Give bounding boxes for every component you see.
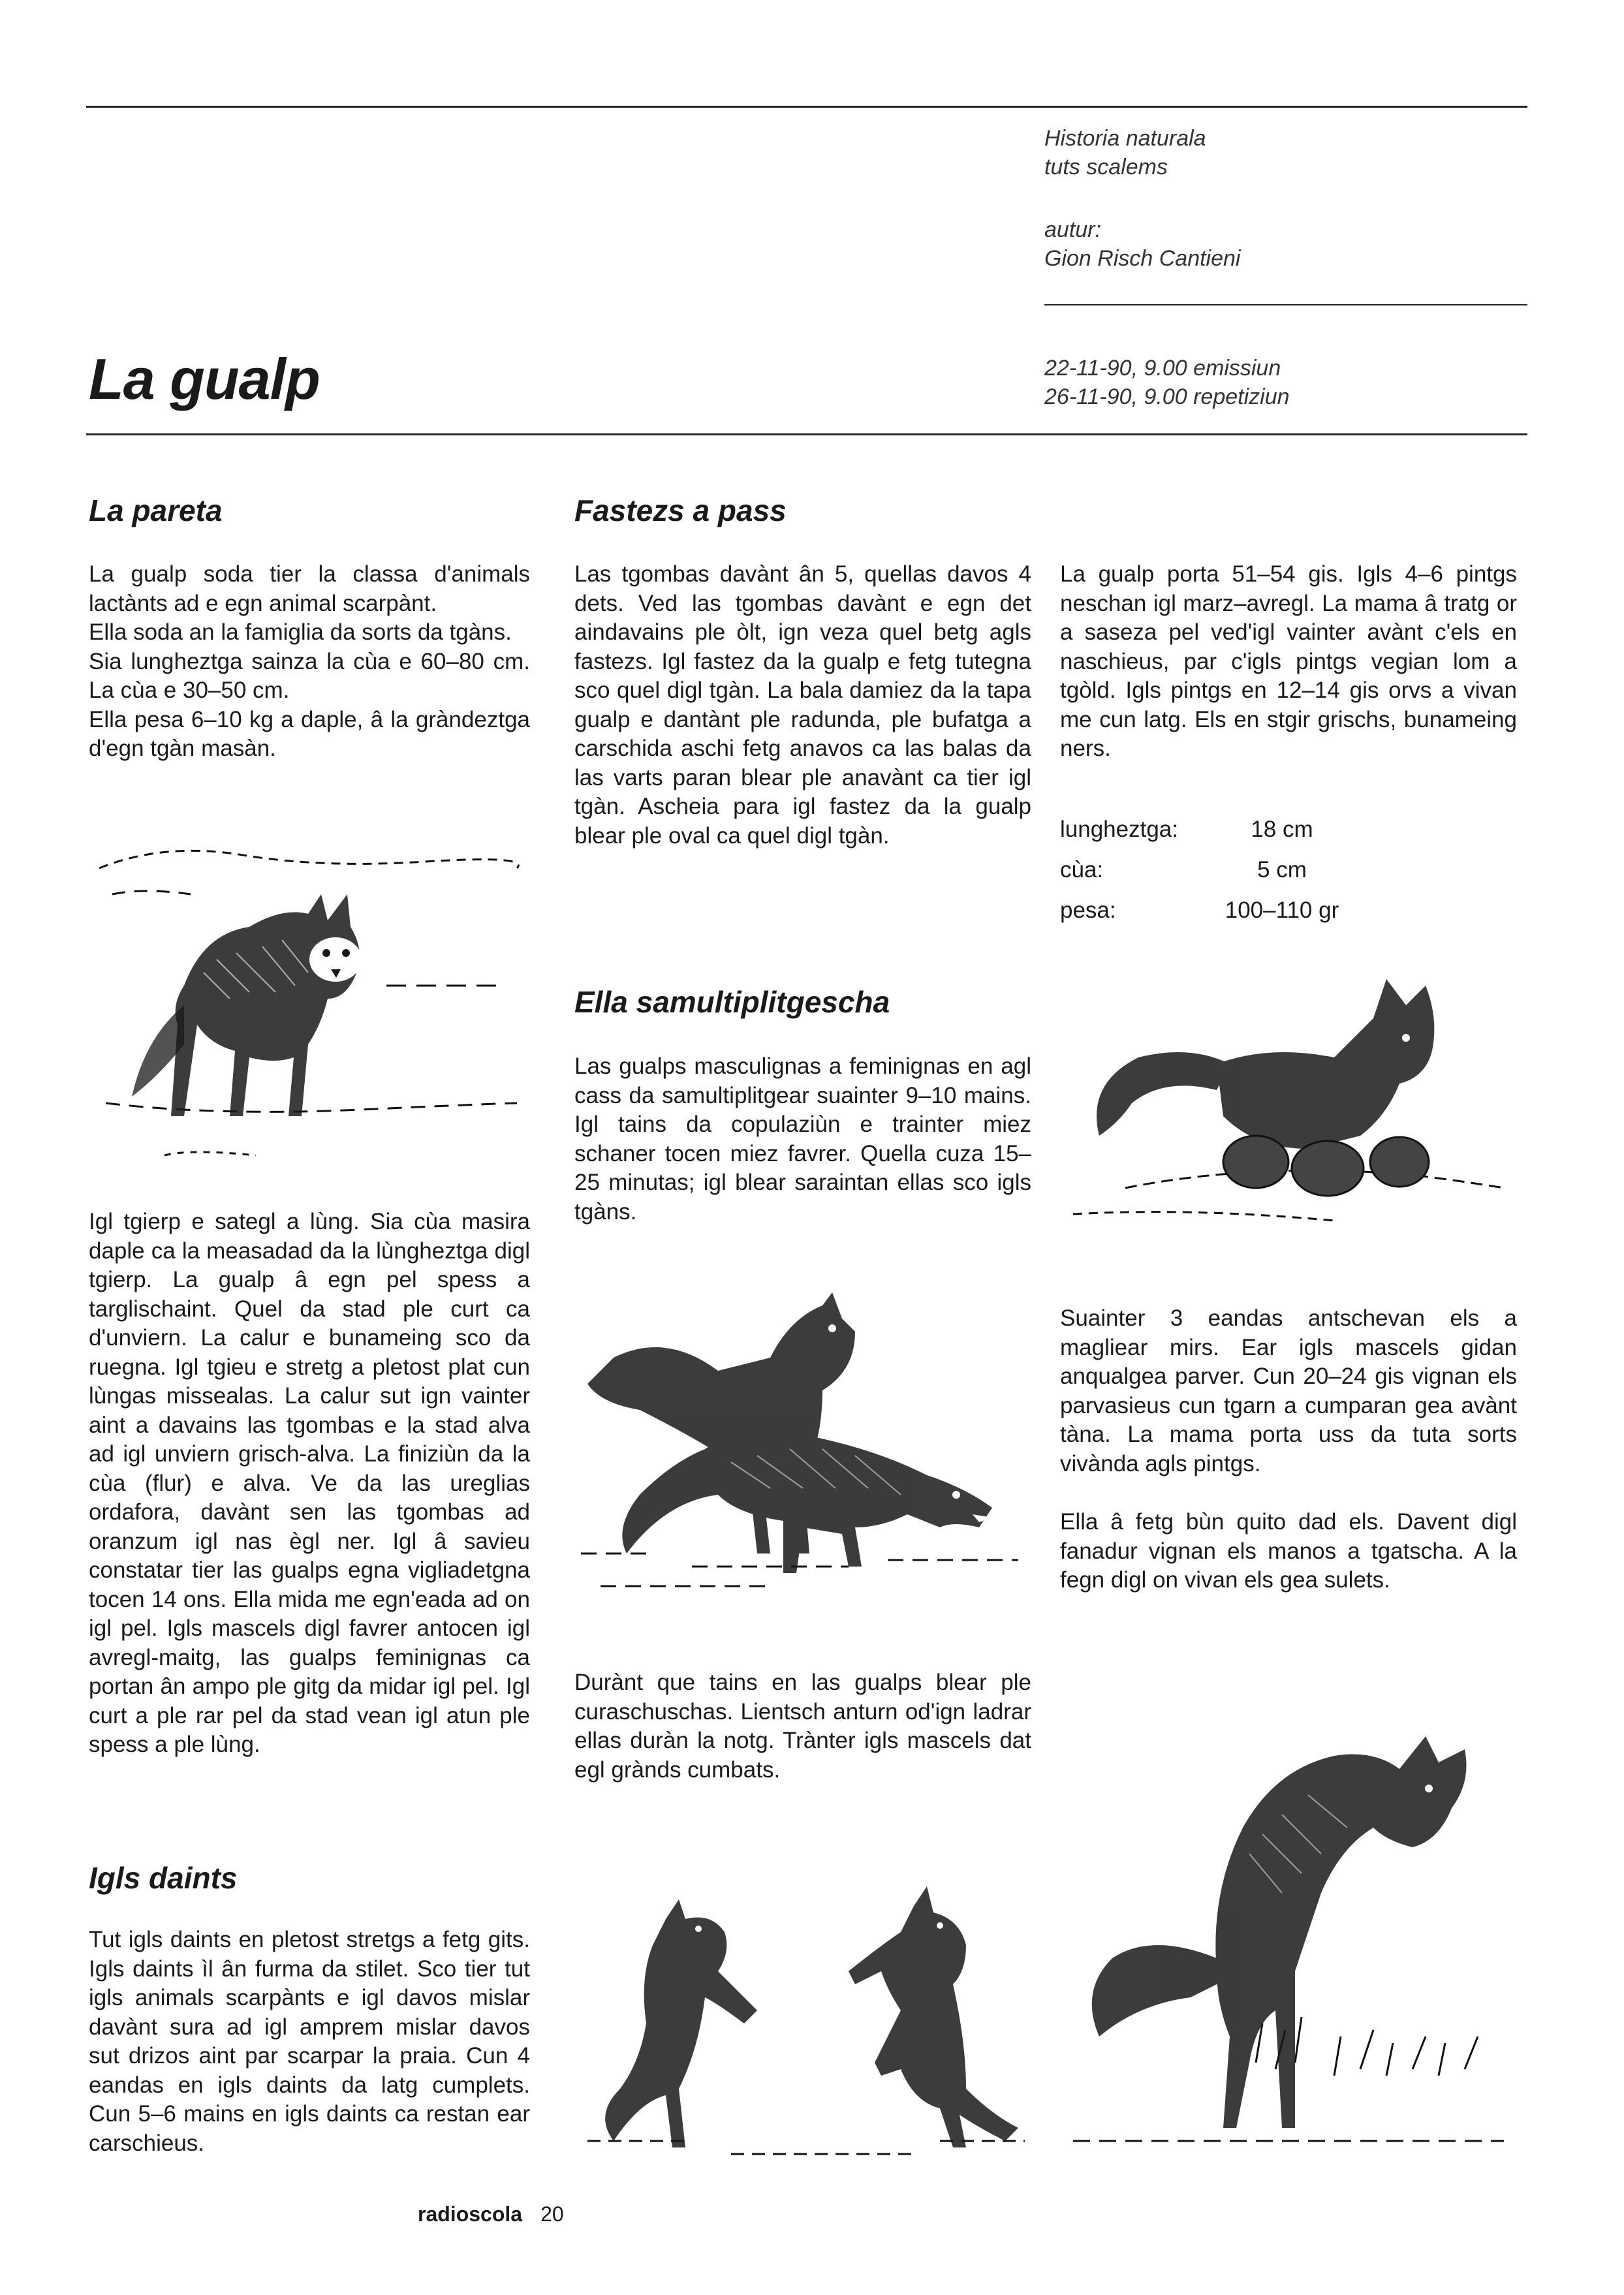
title-rule <box>86 433 1527 435</box>
series-line-1: Historia naturala <box>1044 126 1206 151</box>
fox-standing-illustration <box>86 829 530 1194</box>
heading-samultiplitgescha: Ella samultiplitgescha <box>574 985 890 1019</box>
pareta-intro <box>89 560 530 764</box>
meta-rule <box>1044 304 1527 305</box>
heading-pareta: La pareta <box>89 493 223 527</box>
author-block <box>1044 215 1501 273</box>
author-name: Gion Risch Cantieni <box>1044 246 1241 271</box>
publication-name: radioscola <box>418 2202 523 2226</box>
fox-with-cubs-illustration <box>1060 966 1517 1240</box>
author-label: autur: <box>1044 217 1101 242</box>
fastezs-body: Las tgombas davànt ân 5, quellas davos 4 dets. Ved las tgombas davànt e egn det aindavains ple òlt, ign veza quel betg agls fastezs. Igl fastez da la gualp e fetg tutegna sco quel digl tgàn. La bala damiez da la tapa gualp e dantànt ple radunda, ple bufatga a carschida aschi fetg anavos ca las balas da las varts paran blear ple anavànt ca tier igl tgàn. Ascheia para igl fastez da la gualp blear ple oval ca quel digl tgàn. <box>574 561 1031 849</box>
pintgs-body-2: Suainter 3 eandas antschevan els a magliear mirs. Ear igls mascels gidan anqualgea parver. Cun 20–24 gis vignan els parvasieus cun tgarn a cumparan gea avànt tàna. La mama porta uss da tuta sorts vivànda agls pintgs. <box>1060 1305 1517 1476</box>
pintgs-stats <box>1060 809 1347 931</box>
page-title: La gualp <box>89 347 320 411</box>
stat-row-tail <box>1060 850 1347 890</box>
pareta-intro-p1: La gualp soda tier la classa d'animals lactànts ad e egn animal scarpànt. <box>89 561 530 616</box>
heading-daints: Igls daints <box>89 1861 238 1895</box>
broadcast-block <box>1044 354 1501 411</box>
pareta-intro-p4: Ella pesa 6–10 kg a daple, â la gràndeztga d'egn tgàn masàn. <box>89 706 530 761</box>
samultiplitgescha-body-1: Las gualps masculignas a feminignas en agl cass da samultiplitgear suainter 9–10 mains. Igl tains da copulaziùn e trainter miez schaner tocen miez favrer. Quella cuza 15–25 minutas; igl blear saraintan ellas sco igls tgàns. <box>574 1054 1031 1225</box>
samultiplitgescha-body-2: Durànt que tains en las gualps blear ple curaschuschas. Lientsch anturn od'ign ladrar ellas duràn la notg. Trànter igls mascels dat egl grànds cumbats. <box>574 1670 1031 1783</box>
broadcast-date-1: 22-11-90, 9.00 emissiun <box>1044 356 1281 381</box>
daints-body: Tut igls daints en pletost stretgs a fetg gits. Igls daints ìl ân furma da stilet. Sco tier tut igls animals scarpànts e igl davos mislar davànt sura ad igl amprem mislar davos sut drizos aint par scarpar la praia. Cun 4 eandas en igls daints da latg cumplets. Cun 5–6 mains en igls daints ca restan ear carschieus. <box>89 1927 530 2156</box>
heading-fastezs: Fastezs a pass <box>574 493 787 527</box>
stat-value: 100–110 gr <box>1225 898 1339 923</box>
page-number: 20 <box>540 2202 564 2226</box>
pareta-intro-p3: Sia lungheztga sainza la cùa e 60–80 cm. La cùa e 30–50 cm. <box>89 648 530 703</box>
fighting-foxes-illustration <box>574 1880 1031 2167</box>
top-rule <box>86 106 1527 108</box>
stat-value: 5 cm <box>1257 857 1307 882</box>
stat-label: lungheztga: <box>1060 817 1178 842</box>
series-block <box>1044 124 1501 181</box>
series-line-2: tuts scalems <box>1044 155 1168 180</box>
pintgs-body-3: Ella â fetg bùn quito dad els. Davent digl fanadur vignan els manos a tgatscha. A la fegn digl on vivan els gea sulets. <box>1060 1509 1517 1593</box>
pareta-intro-p2: Ella soda an la famiglia da sorts da tgàns. <box>89 619 512 645</box>
stat-label: cùa: <box>1060 857 1104 882</box>
pintgs-body: La gualp porta 51–54 gis. Igls 4–6 pintgs neschan igl marz–avregl. La mama â tratg or a saseza pel ved'igl vainter avànt c'els en naschieus, par c'igls pintgs vegian lom a tgòld. Igls pintgs en 12–14 gis orvs a vivan me cun latg. Els en stgir grischs, bunameing ners. <box>1060 561 1517 761</box>
pareta-body: Igl tgierp e sategl a lùng. Sia cùa masira daple ca la measadad da la lùngheztga digl tgierp. La gualp â egn pel spess a targlischaint. Quel da stad ple curt ca d'unviern. La calur e bunameing sco da ruegna. Igl tgieu e stretg a pletost plat cun lùngas missealas. La calur sut ign vainter aint a davains las tgombas e la stad alva ad igl unviern grisch-alva. La finiziùn da la cùa (flur) e alva. Ve da las ureglias ordafora, davànt sen las tgombas ad oranzum igl nas ègl ner. Igl â savieu constatar tier las gualps egna vigliadetgna tocen 14 ons. Ella mida me egn'eada ad on igl pel. Igls mascels digl favrer antocen igl avregl-maitg, las gualps feminignas ca portan ân ampo ple gitg da midar igl pel. Igl curt a ple rar pel da stad vean igl atun ple spess a ple lùng. <box>89 1209 530 1757</box>
stat-row-weight <box>1060 890 1347 931</box>
two-foxes-illustration <box>574 1279 1031 1619</box>
broadcast-date-2: 26-11-90, 9.00 repetiziun <box>1044 384 1290 409</box>
stat-row-length <box>1060 809 1347 850</box>
footer <box>418 2202 564 2226</box>
stat-label: pesa: <box>1060 898 1116 923</box>
stat-value: 18 cm <box>1251 817 1313 842</box>
leaping-fox-illustration <box>1060 1697 1517 2154</box>
